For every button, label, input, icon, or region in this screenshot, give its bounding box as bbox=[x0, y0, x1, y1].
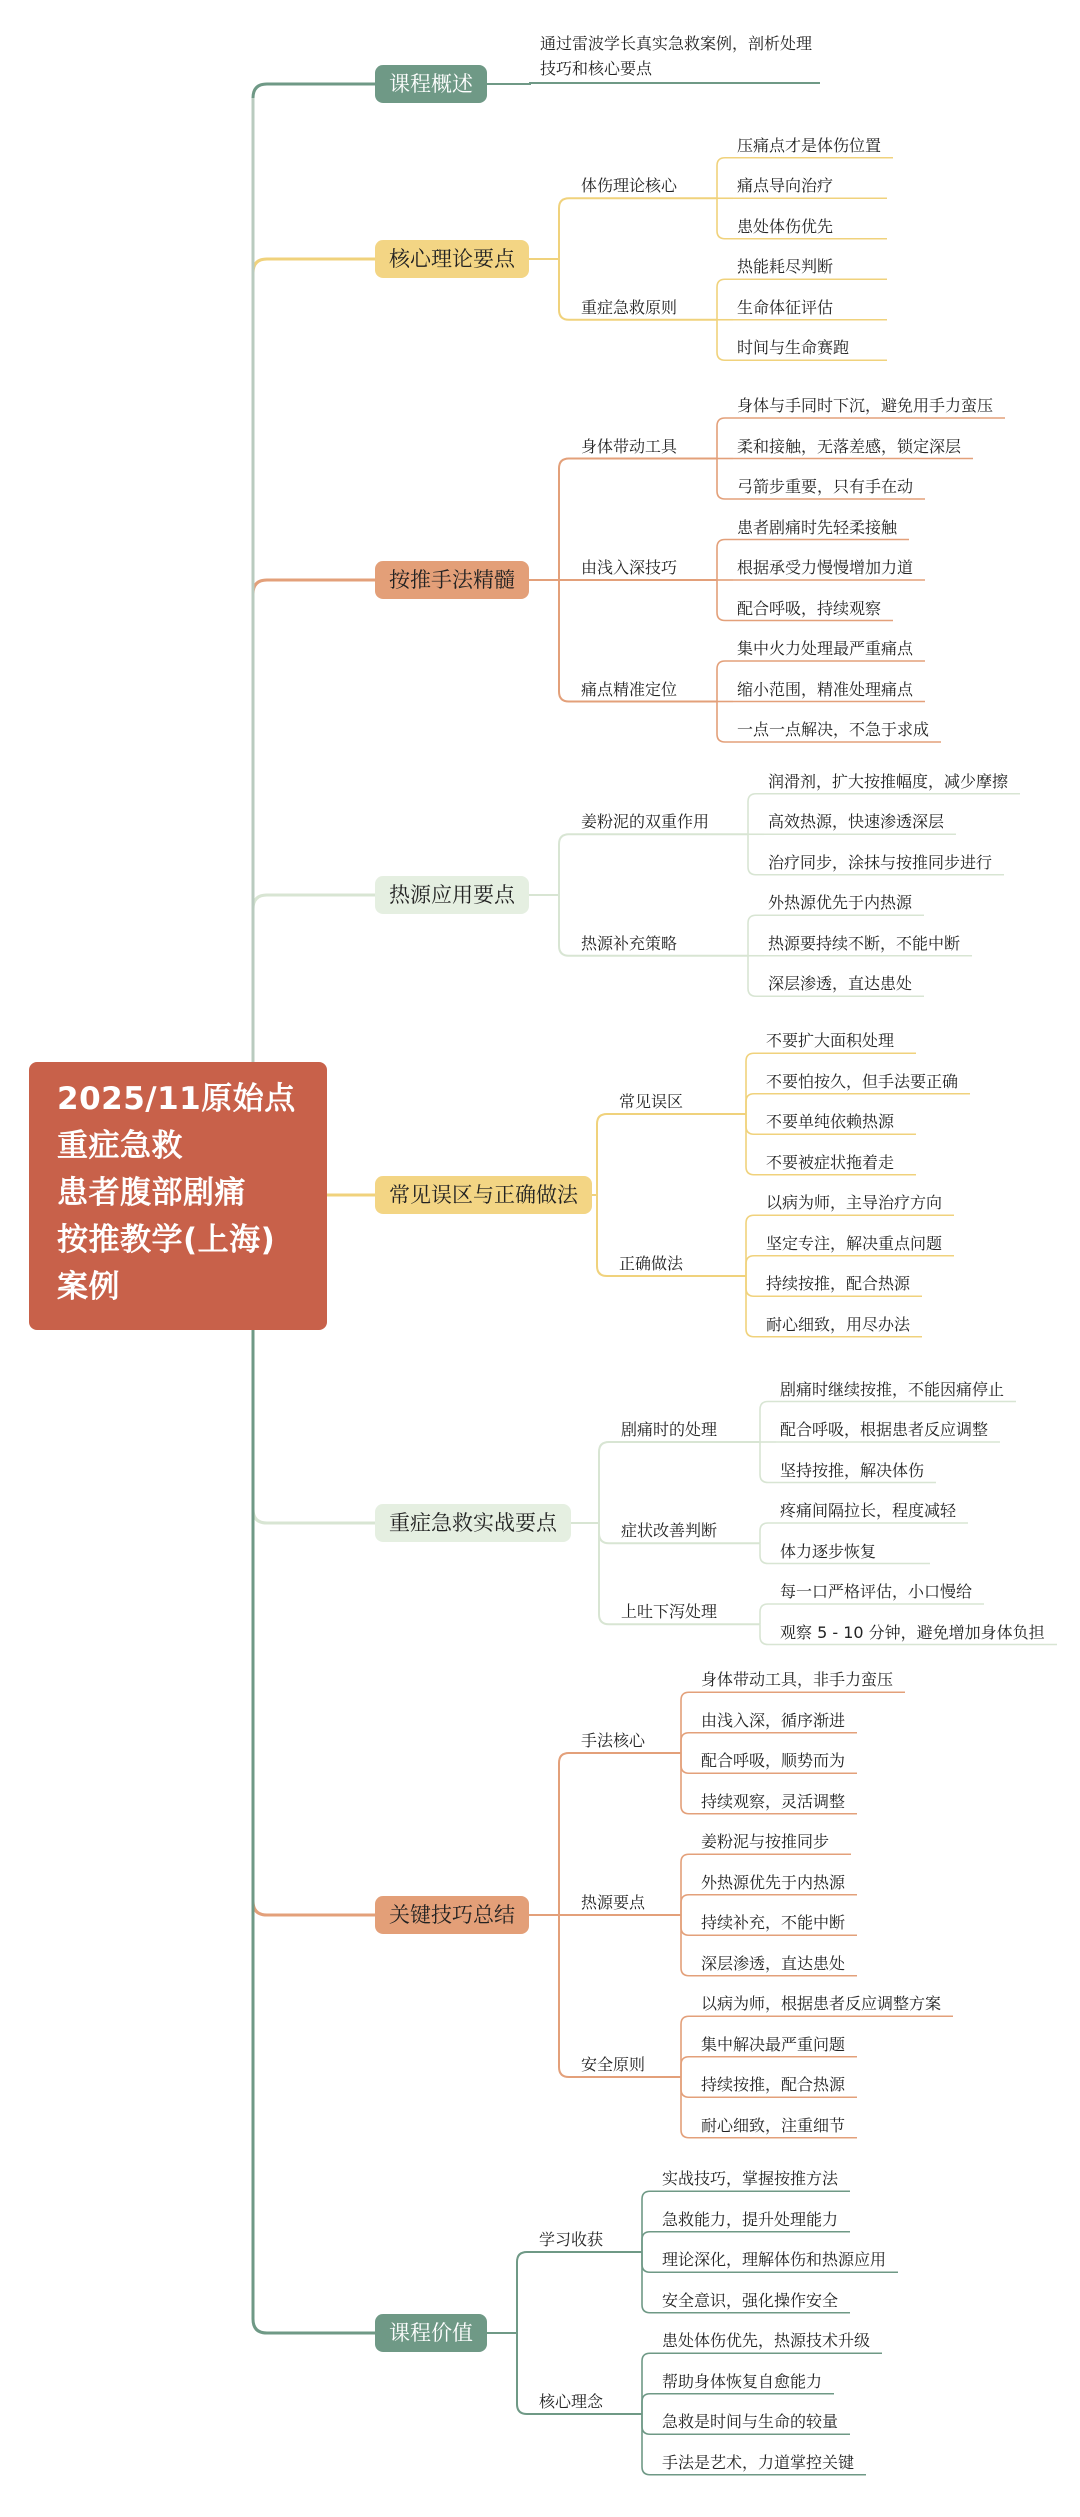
connector bbox=[717, 158, 733, 199]
leaf-topic[interactable]: 持续观察，灵活调整 bbox=[701, 1791, 846, 1811]
leaf-topic[interactable]: 患处体伤优先，热源技术升级 bbox=[662, 2331, 871, 2351]
leaf-topic[interactable]: 持续按推，配合热源 bbox=[766, 1274, 911, 1294]
leaf-topic[interactable]: 柔和接触，无落差感，锁定深层 bbox=[737, 436, 962, 456]
branch-label: 按推手法精髓 bbox=[389, 568, 515, 592]
leaf-topic[interactable]: 安全意识，强化操作安全 bbox=[662, 2290, 839, 2310]
leaf-topic[interactable]: 实战技巧，掌握按推方法 bbox=[662, 2169, 839, 2189]
leaf-topic[interactable]: 耐心细致，用尽办法 bbox=[766, 1314, 911, 1334]
connector bbox=[642, 2394, 658, 2414]
connector bbox=[748, 794, 764, 835]
leaf-topic[interactable]: 痛点导向治疗 bbox=[737, 176, 834, 196]
connector bbox=[717, 702, 733, 743]
connector bbox=[760, 1442, 776, 1483]
sub-topic[interactable]: 剧痛时的处理 bbox=[621, 1420, 718, 1439]
branch-topic[interactable] bbox=[375, 65, 487, 103]
sub-topic[interactable]: 上吐下泻处理 bbox=[621, 1602, 718, 1622]
connector bbox=[748, 834, 764, 875]
leaf-topic[interactable]: 治疗同步，涂抹与按推同步进行 bbox=[768, 852, 993, 872]
leaf-topic[interactable]: 配合呼吸，持续观察 bbox=[737, 598, 882, 618]
leaf-topic[interactable]: 深层渗透，直达患处 bbox=[701, 1953, 846, 1973]
leaf-topic[interactable]: 身体与手同时下沉，避免用手力蛮压 bbox=[737, 396, 994, 415]
connector bbox=[681, 1854, 697, 1915]
sub-topic[interactable]: 姜粉泥的双重作用 bbox=[581, 812, 710, 832]
branch-label: 常见误区与正确做法 bbox=[389, 1183, 578, 1207]
connector bbox=[599, 1523, 617, 1543]
leaf-topic[interactable]: 热源要持续不断，不能中断 bbox=[768, 933, 961, 953]
leaf-topic[interactable]: 弓箭步重要，只有手在动 bbox=[737, 477, 914, 496]
leaf-topic[interactable]: 急救能力，提升处理能力 bbox=[662, 2209, 839, 2229]
leaf-topic[interactable]: 一点一点解决，不急于求成 bbox=[737, 720, 930, 739]
connector bbox=[253, 1330, 375, 1523]
connector bbox=[253, 1330, 375, 1915]
leaf-topic[interactable]: 观察 5 - 10 分钟，避免增加身体负担 bbox=[780, 1622, 1045, 1642]
connector bbox=[681, 2016, 697, 2077]
connector bbox=[681, 2057, 697, 2077]
overview-text bbox=[540, 31, 812, 81]
connector bbox=[559, 1915, 577, 2077]
branch-topic[interactable] bbox=[375, 2314, 487, 2352]
leaf-topic[interactable]: 剧痛时继续按推，不能因痛停止 bbox=[780, 1379, 1005, 1399]
branch-topic[interactable] bbox=[375, 1896, 529, 1934]
leaf-topic[interactable]: 热能耗尽判断 bbox=[737, 257, 834, 277]
connector bbox=[597, 1114, 615, 1195]
connector bbox=[746, 1215, 762, 1276]
connector bbox=[253, 895, 375, 1062]
leaf-topic[interactable]: 缩小范围，精准处理痛点 bbox=[737, 679, 914, 699]
leaf-topic[interactable]: 每一口严格评估，小口慢给 bbox=[780, 1582, 973, 1601]
sub-topic[interactable]: 常见误区 bbox=[619, 1092, 684, 1111]
connector bbox=[681, 1895, 697, 1915]
sub-topic[interactable]: 手法核心 bbox=[581, 1731, 646, 1750]
connector bbox=[760, 1624, 776, 1644]
connector bbox=[517, 2252, 535, 2333]
connector bbox=[642, 2353, 658, 2414]
connector bbox=[559, 834, 577, 895]
branch-topic[interactable] bbox=[375, 1504, 571, 1542]
connector bbox=[717, 580, 733, 621]
connector bbox=[746, 1053, 762, 1114]
leaf-topic[interactable]: 配合呼吸，顺势而为 bbox=[701, 1751, 846, 1771]
connector bbox=[599, 1442, 617, 1523]
connector bbox=[681, 1753, 697, 1773]
connector bbox=[253, 84, 375, 1062]
sub-topic[interactable]: 正确做法 bbox=[619, 1254, 684, 1273]
leaf-topic[interactable]: 坚定专注，解决重点问题 bbox=[766, 1233, 943, 1253]
leaf-topic[interactable]: 持续按推，配合热源 bbox=[701, 2075, 846, 2095]
sub-topic[interactable]: 安全原则 bbox=[581, 2055, 646, 2074]
leaf-topic[interactable]: 姜粉泥与按推同步 bbox=[701, 1832, 830, 1852]
overview-line: 通过雷波学长真实急救案例，剖析处理 bbox=[540, 34, 813, 53]
connector bbox=[748, 956, 764, 997]
sub-topic[interactable]: 热源要点 bbox=[581, 1893, 646, 1912]
leaf-topic[interactable]: 不要被症状拖着走 bbox=[766, 1152, 895, 1172]
connector bbox=[717, 320, 733, 361]
root-title-line: 2025/11原始点 bbox=[57, 1081, 296, 1117]
branch-topic[interactable] bbox=[375, 240, 529, 278]
leaf-topic[interactable]: 外热源优先于内热源 bbox=[768, 893, 913, 913]
leaf-topic[interactable]: 润滑剂，扩大按推幅度，减少摩擦 bbox=[768, 771, 1009, 791]
sub-topic[interactable]: 重症急救原则 bbox=[581, 297, 678, 317]
connector bbox=[760, 1402, 776, 1443]
root-title-line: 按推教学(上海) bbox=[57, 1222, 276, 1258]
leaf-topic[interactable]: 不要扩大面积处理 bbox=[766, 1031, 895, 1051]
connector bbox=[681, 1733, 697, 1753]
branch-topic[interactable] bbox=[375, 876, 529, 914]
leaf-topic[interactable]: 身体带动工具，非手力蛮压 bbox=[701, 1670, 894, 1690]
leaf-topic[interactable]: 持续补充，不能中断 bbox=[701, 1913, 846, 1933]
sub-topic[interactable]: 学习收获 bbox=[539, 2230, 604, 2249]
connector bbox=[597, 1195, 615, 1276]
root-topic[interactable] bbox=[29, 1062, 327, 1330]
connector bbox=[760, 1543, 776, 1563]
connector bbox=[681, 1915, 697, 1976]
connector bbox=[642, 2252, 658, 2272]
leaf-topic[interactable]: 集中解决最严重问题 bbox=[701, 2034, 846, 2054]
connector bbox=[681, 1753, 697, 1814]
branch-label: 关键技巧总结 bbox=[389, 1903, 515, 1927]
connector bbox=[642, 2414, 658, 2434]
leaf-topic[interactable]: 不要单纯依赖热源 bbox=[766, 1112, 895, 1132]
leaf-topic[interactable]: 以病为师，根据患者反应调整方案 bbox=[701, 1994, 942, 2014]
connector bbox=[681, 1915, 697, 1935]
sub-topic[interactable]: 由浅入深技巧 bbox=[581, 558, 678, 577]
branch-label: 课程概述 bbox=[389, 72, 473, 96]
branch-label: 核心理论要点 bbox=[389, 247, 515, 271]
root-title-line: 案例 bbox=[57, 1269, 120, 1305]
connector bbox=[746, 1114, 762, 1134]
leaf-topic[interactable]: 深层渗透，直达患处 bbox=[768, 974, 913, 994]
root-title-line: 重症急救 bbox=[57, 1128, 183, 1164]
sub-topic[interactable]: 核心理念 bbox=[539, 2392, 604, 2411]
branch-topic[interactable] bbox=[375, 1176, 592, 1214]
sub-topic[interactable]: 身体带动工具 bbox=[581, 436, 678, 456]
connector bbox=[717, 279, 733, 320]
connector bbox=[559, 1753, 577, 1915]
connector bbox=[717, 198, 733, 239]
leaf-topic[interactable]: 压痛点才是体伤位置 bbox=[737, 135, 882, 155]
connector bbox=[760, 1523, 776, 1543]
connector bbox=[746, 1094, 762, 1114]
connector bbox=[748, 915, 764, 956]
leaf-topic[interactable]: 配合呼吸，根据患者反应调整 bbox=[780, 1420, 989, 1439]
connector bbox=[746, 1256, 762, 1276]
leaf-topic[interactable]: 帮助身体恢复自愈能力 bbox=[662, 2371, 823, 2391]
branch-label: 重症急救实战要点 bbox=[389, 1511, 557, 1535]
connector bbox=[642, 2232, 658, 2252]
leaf-topic[interactable]: 患处体伤优先 bbox=[737, 216, 834, 236]
leaf-topic[interactable]: 集中火力处理最严重痛点 bbox=[737, 639, 914, 658]
connector bbox=[559, 259, 577, 320]
connector bbox=[599, 1523, 617, 1624]
sub-topic[interactable]: 痛点精准定位 bbox=[581, 679, 678, 699]
branch-label: 热源应用要点 bbox=[389, 883, 515, 907]
leaf-topic[interactable]: 理论深化，理解体伤和热源应用 bbox=[662, 2250, 887, 2270]
connector bbox=[681, 1692, 697, 1753]
connector bbox=[717, 418, 733, 459]
sub-topic[interactable]: 体伤理论核心 bbox=[581, 176, 678, 196]
connector bbox=[681, 2077, 697, 2138]
connector bbox=[559, 198, 577, 259]
leaf-topic[interactable]: 以病为师，主导治疗方向 bbox=[766, 1193, 943, 1213]
connector bbox=[717, 661, 733, 702]
sub-topic[interactable]: 热源补充策略 bbox=[581, 933, 678, 953]
leaf-topic[interactable]: 由浅入深，循序渐进 bbox=[701, 1710, 846, 1730]
leaf-topic[interactable]: 时间与生命赛跑 bbox=[737, 338, 850, 358]
connector bbox=[253, 259, 375, 1062]
leaf-topic[interactable]: 急救是时间与生命的较量 bbox=[662, 2412, 839, 2432]
overview-line: 技巧和核心要点 bbox=[540, 59, 653, 78]
leaf-topic[interactable]: 根据承受力慢慢增加力道 bbox=[737, 558, 914, 577]
leaf-topic[interactable]: 手法是艺术，力道掌控关键 bbox=[662, 2452, 855, 2472]
connector bbox=[253, 580, 375, 1062]
connector bbox=[642, 2252, 658, 2313]
leaf-topic[interactable]: 不要怕按久，但手法要正确 bbox=[766, 1071, 959, 1091]
leaf-topic[interactable]: 疼痛间隔拉长，程度减轻 bbox=[780, 1501, 957, 1520]
root-title-line: 患者腹部剧痛 bbox=[57, 1175, 246, 1211]
branch-topic[interactable] bbox=[375, 561, 529, 599]
leaf-topic[interactable]: 体力逐步恢复 bbox=[780, 1541, 877, 1561]
connector bbox=[760, 1604, 776, 1624]
connector bbox=[681, 2077, 697, 2097]
connector bbox=[253, 1330, 375, 2333]
leaf-topic[interactable]: 高效热源，快速渗透深层 bbox=[768, 812, 945, 832]
leaf-topic[interactable]: 生命体征评估 bbox=[737, 297, 834, 317]
leaf-topic[interactable]: 耐心细致，注重细节 bbox=[701, 2115, 846, 2135]
connector bbox=[746, 1276, 762, 1296]
connector bbox=[717, 459, 733, 500]
connector bbox=[642, 2191, 658, 2252]
connector bbox=[746, 1276, 762, 1337]
connector bbox=[642, 2414, 658, 2475]
connector bbox=[517, 2333, 535, 2414]
leaf-topic[interactable]: 坚持按推，解决体伤 bbox=[780, 1460, 925, 1480]
connector bbox=[559, 459, 577, 581]
connector bbox=[559, 895, 577, 956]
branch-label: 课程价值 bbox=[389, 2321, 473, 2345]
leaf-topic[interactable]: 患者剧痛时先轻柔接触 bbox=[737, 517, 898, 537]
connector bbox=[487, 83, 820, 84]
leaf-topic[interactable]: 外热源优先于内热源 bbox=[701, 1872, 846, 1892]
connector bbox=[559, 580, 577, 702]
connector bbox=[746, 1114, 762, 1175]
sub-topic[interactable]: 症状改善判断 bbox=[621, 1521, 718, 1541]
connector bbox=[717, 540, 733, 581]
